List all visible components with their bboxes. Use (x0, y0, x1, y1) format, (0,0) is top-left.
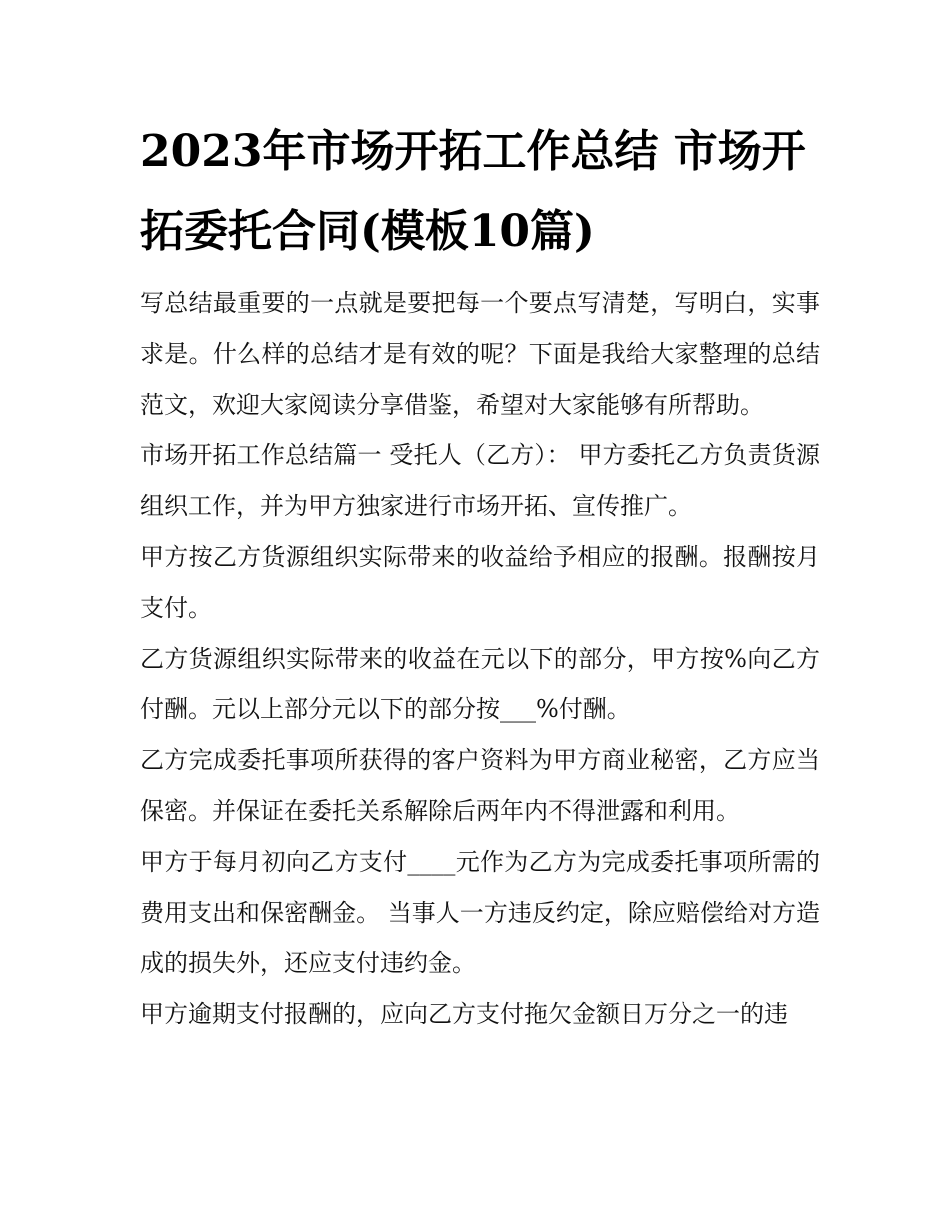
document-title: 2023年市场开拓工作总结 市场开拓委托合同(模板10篇) (140, 126, 806, 257)
paragraph-expenses-and-breach: 甲方于每月初向乙方支付____元作为乙方为完成委托事项所需的费用支出和保密酬金。 当事人一方违反约定，除应赔偿给对方造成的损失外，还应支付违约金。 (140, 847, 820, 978)
paragraph-chapter-one-opening: 市场开拓工作总结篇一 受托人（乙方）： 甲方委托乙方负责货源组织工作，并为甲方独家进行市场开拓、宣传推广。 (140, 441, 820, 521)
paragraph-payment-rate: 乙方货源组织实际带来的收益在元以下的部分，甲方按%向乙方付酬。元以上部分元以下的部分按___%付酬。 (140, 644, 820, 724)
paragraph-confidentiality: 乙方完成委托事项所获得的客户资料为甲方商业秘密，乙方应当保密。并保证在委托关系解除后两年内不得泄露和利用。 (140, 746, 820, 825)
paragraph-remuneration: 甲方按乙方货源组织实际带来的收益给予相应的报酬。报酬按月支付。 (140, 542, 820, 622)
document-body (140, 278, 820, 1040)
paragraph-late-payment: 甲方逾期支付报酬的，应向乙方支付拖欠金额日万分之一的违 (140, 1000, 788, 1029)
paragraph-intro: 写总结最重要的一点就是要把每一个要点写清楚，写明白，实事求是。什么样的总结才是有效的呢？下面是我给大家整理的总结范文，欢迎大家阅读分享借鉴，希望对大家能够有所帮助。 (140, 289, 820, 419)
